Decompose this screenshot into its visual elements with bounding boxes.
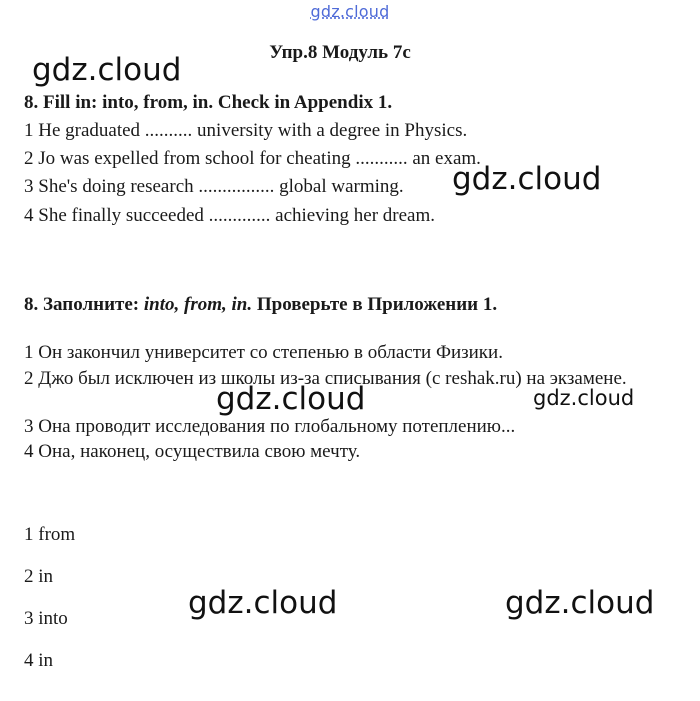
- watermark: gdz.cloud: [32, 52, 182, 88]
- exercise-heading-ru: [24, 294, 497, 316]
- heading-words: into, from, in.: [143, 294, 253, 315]
- watermark: gdz.cloud: [533, 386, 635, 410]
- watermark: gdz.cloud: [452, 161, 602, 197]
- exercise-item-2: 2 Jo was expelled from school for cheating ........... an exam.: [24, 148, 481, 169]
- answer-1: 1 from: [24, 524, 76, 545]
- exercise-item-4: 4 She finally succeeded ............. achieving her dream.: [24, 205, 435, 226]
- watermark: gdz.cloud: [505, 585, 655, 621]
- exercise-item-3: 3 She's doing research ................ global warming.: [24, 176, 404, 197]
- exercise-item-1: 1 He graduated .......... university with a degree in Physics.: [24, 120, 468, 141]
- answer-3: 3 into: [24, 608, 68, 629]
- answer-2: 2 in: [24, 566, 54, 587]
- page-title: Упр.8 Модуль 7с: [269, 42, 411, 63]
- heading-prefix: 8. Заполните:: [24, 294, 140, 315]
- translation-item-3: 3 Она проводит исследования по глобальному потеплению...: [24, 416, 516, 437]
- watermark: gdz.cloud: [216, 381, 366, 417]
- exercise-heading-en: 8. Fill in: into, from, in. Check in Appendix 1.: [24, 92, 393, 113]
- translation-item-2: 2 Джо был исключен из школы из-за списывания (с reshak.ru) на экзамене.: [24, 368, 627, 389]
- heading-suffix: Проверьте в Приложении 1.: [256, 294, 498, 315]
- answer-4: 4 in: [24, 650, 54, 671]
- translation-item-4: 4 Она, наконец, осуществила свою мечту.: [24, 441, 361, 462]
- watermark-top: gdz.cloud: [310, 2, 390, 21]
- translation-item-1: 1 Он закончил университет со степенью в области Физики.: [24, 342, 503, 363]
- watermark: gdz.cloud: [188, 585, 338, 621]
